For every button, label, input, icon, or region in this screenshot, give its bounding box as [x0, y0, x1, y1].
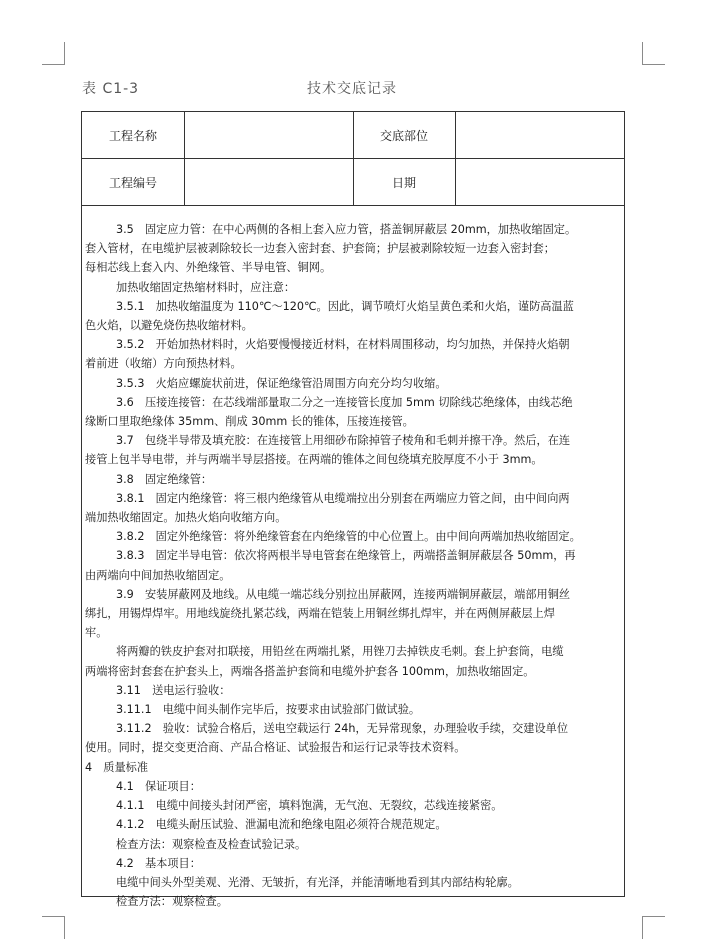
content-line: 3.7 包绕半导带及填充胶：在连接管上用细砂布除掉管子棱角和毛刺并擦干净。然后，在连 [116, 434, 571, 448]
content-line: 接管上包半导电带，并与两端半导层搭接。在两端的锥体之间包绕填充胶厚度不小于 3mm。 [85, 453, 543, 467]
content-line: 3.8.1 固定内绝缘管：将三根内绝缘管从电缆端拉出分别套在两端应力管之间，由中间向两 [116, 491, 570, 505]
content-line: 色火焰，以避免烧伤热收缩材料。 [85, 319, 253, 333]
project-no-field[interactable] [184, 159, 353, 205]
content-line: 3.11.1 电缆中间头制作完毕后，按要求由试验部门做试验。 [116, 703, 421, 717]
content-line: 4.1.1 电缆中间接头封闭严密，填料饱满，无气泡、无裂纹，芯线连接紧密。 [116, 799, 503, 813]
date-field[interactable] [455, 159, 624, 205]
document-title: 技术交底记录 [307, 81, 397, 97]
crop-mark-top-right [642, 42, 665, 65]
content-line: 3.11.2 验收：试验合格后，送电空载运行 24h，无异常现象，办理验收手续，交建设单位 [116, 722, 569, 736]
content-line: 3.8 固定绝缘管： [116, 472, 213, 486]
form-id: 表 C1-3 [82, 81, 140, 97]
content-line: 4.1 保证项目： [116, 779, 201, 793]
table-divider [82, 205, 624, 206]
content-line: 两端将密封套套在护套头上，两端各搭盖护套筒和电缆外护套各 100mm，加热收缩固定。 [85, 664, 535, 678]
content-line: 3.5.3 火焰应螺旋状前进，保证绝缘管沿周围方向充分均匀收缩。 [116, 376, 447, 390]
content-line: 3.9 安装屏蔽网及地线。从电缆一端芯线分别拉出屏蔽网，连接两端铜屏蔽层，端部用铜丝 [116, 587, 571, 601]
content-line: 3.5.2 开始加热材料时，火焰要慢慢接近材料，在材料周围移动，均匀加热，并保持火焰朝 [116, 338, 570, 352]
content-line: 着前进（收缩）方向预热材料。 [85, 357, 242, 371]
crop-mark-top-left [42, 42, 65, 65]
content-line: 套入管材，在电缆护层被剥除较长一边套入密封套、护套筒；护层被剥除较短一边套入密封套； [85, 242, 555, 256]
content-line: 3.11 送电运行验收： [116, 683, 231, 697]
project-no-label: 工程编号 [108, 175, 157, 190]
content-line: 检查方法：观察检查及检查试验记录。 [116, 837, 307, 851]
content-line: 3.6 压接连接管：在芯线端部量取二分之一连接管长度加 5mm 切除线芯绝缘体，由线芯绝 [116, 395, 573, 409]
content-line: 加热收缩固定热缩材料时，应注意： [116, 280, 296, 294]
project-name-label: 工程名称 [108, 128, 157, 143]
crop-mark-bottom-left [42, 916, 65, 939]
content-line: 4 质量标准 [85, 760, 149, 774]
content-line: 3.8.3 固定半导电管：依次将两根半导电管套在绝缘管上，两端搭盖铜屏蔽层各 50mm，再 [116, 549, 576, 563]
project-name-field[interactable] [184, 112, 353, 158]
content-line: 检查方法：观察检查。 [116, 895, 228, 909]
content-line: 电缆中间头外型美观、光滑、无皱折，有光泽，并能清晰地看到其内部结构轮廓。 [116, 875, 519, 889]
info-table [82, 112, 624, 206]
content-line: 4.1.2 电缆头耐压试验、泄漏电流和绝缘电阻必须符合规范规定。 [116, 818, 447, 832]
content-line: 绑扎，用锡焊焊牢。用地线旋绕扎紧芯线，两端在铠装上用铜丝绑扎焊牢，并在两侧屏蔽层上焊 [85, 607, 555, 621]
content-line: 缘断口里取绝缘体 35mm、削成 30mm 长的锥体，压接连接管。 [85, 415, 414, 429]
content-line: 端加热收缩固定。加热火焰向收缩方向。 [85, 511, 287, 525]
crop-mark-bottom-right [642, 916, 665, 939]
content-line: 牢。 [85, 626, 108, 640]
content-line: 3.8.2 固定外绝缘管：将外绝缘管套在内绝缘管的中心位置上。由中间向两端加热收缩固定。 [116, 530, 581, 544]
content-line: 3.5.1 加热收缩温度为 110℃～120℃。因此，调节喷灯火焰呈黄色柔和火焰，谨防高温蓝 [116, 299, 574, 313]
content-line: 每相芯线上套入内、外绝缘管、半导电管、铜网。 [85, 261, 332, 275]
content-line: 由两端向中间加热收缩固定。 [85, 568, 231, 582]
section-label: 交底部位 [379, 128, 428, 143]
content-line: 4.2 基本项目： [116, 856, 201, 870]
content-line: 使用。同时，提交变更洽商、产品合格证、试验报告和运行记录等技术资料。 [85, 741, 466, 755]
content-line: 3.5 固定应力管：在中心两侧的各相上套入应力管，搭盖铜屏蔽层 20mm，加热收缩固定。 [116, 223, 577, 236]
section-field[interactable] [455, 112, 624, 158]
disclosure-content [85, 220, 621, 911]
content-line: 将两瓣的铁皮护套对扣联接，用铅丝在两端扎紧，用锉刀去掉铁皮毛刺。套上护套筒，电缆 [116, 645, 564, 659]
date-label: 日期 [391, 175, 416, 190]
